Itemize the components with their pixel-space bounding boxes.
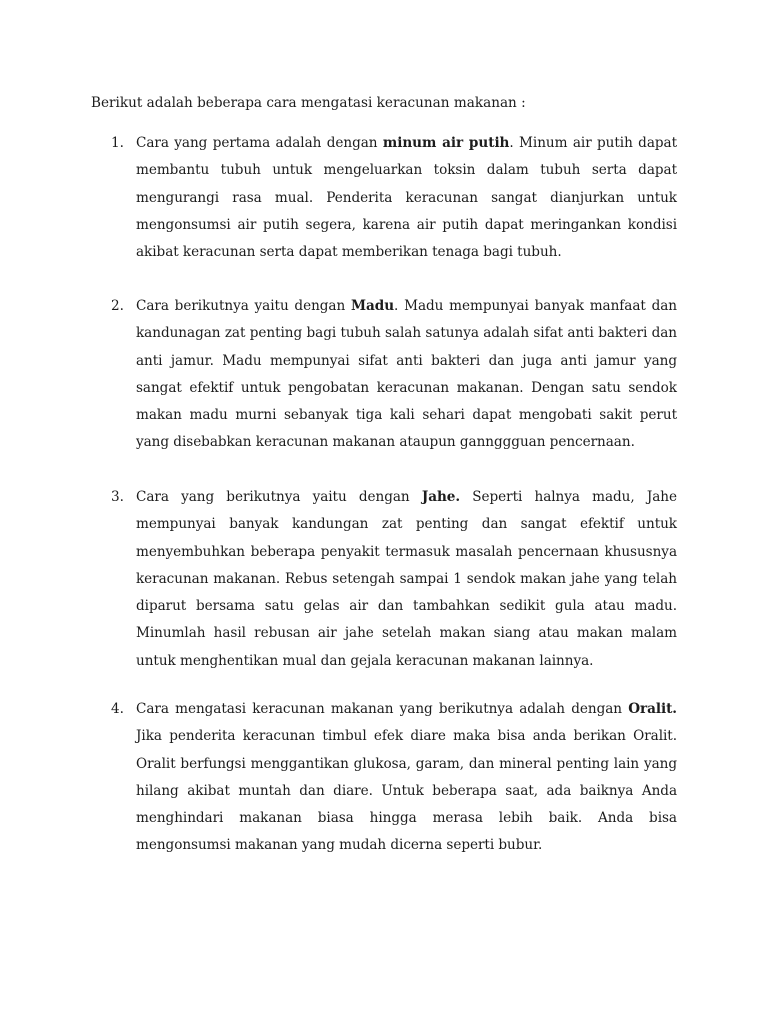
text-segment: Cara yang pertama adalah dengan	[136, 135, 383, 151]
list-number: 4.	[111, 701, 124, 717]
bold-term: minum air putih	[382, 135, 510, 151]
bold-term: Jahe.	[421, 489, 461, 505]
text-segment: . Madu mempunyai banyak manfaat dan kandunagan zat penting bagi tubuh salah satunya adalah sifat anti bakteri dan anti jamur. Madu mempunyai sifat anti bakteri dan juga anti jamur yang sangat efektif untuk pengobatan keracunan makanan. Dengan satu sendok makan madu murni sebanyak tiga kali sehari dapat mengobati sakit perut yang disebabkan keracunan makanan ataupun gannggguan pencernaan.	[136, 298, 677, 451]
text-segment: Cara mengatasi keracunan makanan yang berikutnya adalah dengan	[136, 701, 629, 717]
intro-paragraph: Berikut adalah beberapa cara mengatasi keracunan makanan :	[91, 95, 526, 111]
text-segment: Cara yang berikutnya yaitu dengan	[136, 489, 422, 505]
text-segment: . Minum air putih dapat membantu tubuh untuk mengeluarkan toksin dalam tubuh serta dapat mengurangi rasa mual. Penderita keracunan sangat dianjurkan untuk mengonsumsi air putih segera, karena air putih dapat meringankan kondisi akibat keracunan serta dapat memberikan tenaga bagi tubuh.	[136, 135, 678, 261]
list-item-text	[136, 130, 677, 266]
bold-term: Madu	[350, 298, 395, 314]
text-segment: Seperti halnya madu, Jahe mempunyai banyak kandungan zat penting dan sangat efektif untuk menyembuhkan beberapa penyakit termasuk masalah pencernaan khususnya keracunan makanan. Rebus setengah sampai 1 sendok makan jahe yang telah diparut bersama satu gelas air dan tambahkan sedikit gula atau madu. Minumlah hasil rebusan air jahe setelah makan siang atau makan malam untuk menghentikan mual dan gejala keracunan makanan lainnya.	[136, 489, 677, 669]
list-item-text	[136, 696, 677, 860]
list-item-text	[136, 484, 677, 675]
list-number: 3.	[111, 489, 124, 505]
list-number: 2.	[111, 298, 124, 314]
list-item-text	[136, 293, 677, 457]
bold-term: Oralit.	[628, 701, 677, 717]
list-number: 1.	[111, 135, 124, 151]
text-segment: Cara berikutnya yaitu dengan	[136, 298, 351, 314]
text-segment: Jika penderita keracunan timbul efek diare maka bisa anda berikan Oralit. Oralit berfungsi menggantikan glukosa, garam, dan mineral penting lain yang hilang akibat muntah dan diare. Untuk beberapa saat, ada baiknya Anda menghindari makanan biasa hingga merasa lebih baik. Anda bisa mengonsumsi makanan yang mudah dicerna seperti bubur.	[136, 728, 677, 854]
